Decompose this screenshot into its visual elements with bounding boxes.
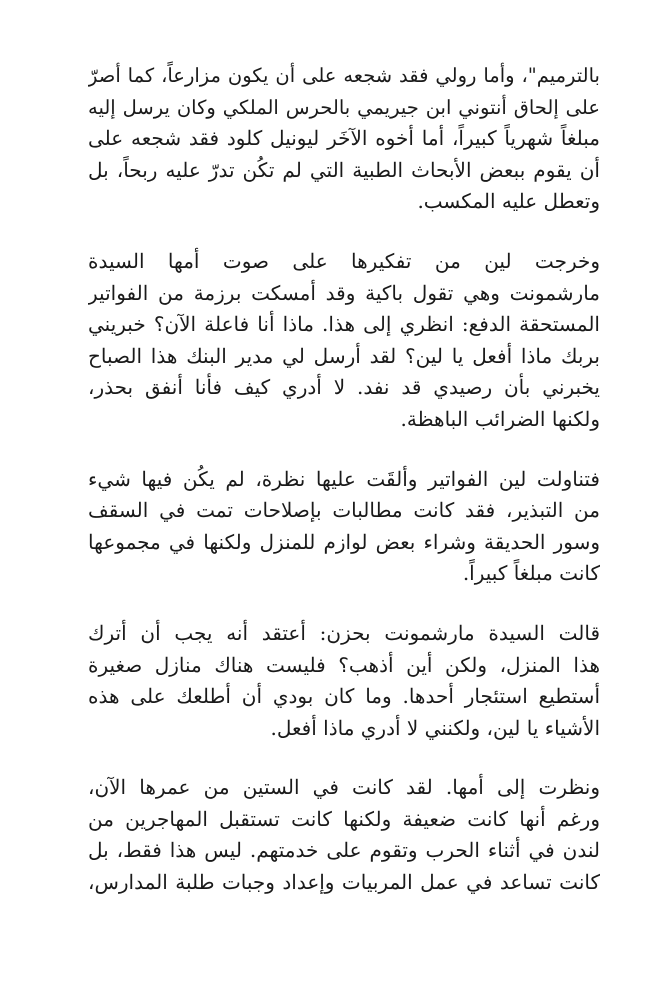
paragraph-1 — [88, 60, 600, 218]
paragraph-3 — [88, 464, 600, 590]
paragraph-2 — [88, 246, 600, 436]
text-line: المستحقة الدفع: انظري إلى هذا. ماذا أنا فاعلة الآن؟ خبريني — [88, 312, 600, 337]
text-line: على إلحاق أنتوني ابن جيريمي بالحرس الملكي وكان يرسل إليه — [88, 95, 600, 119]
text-line: وسور الحديقة وشراء بعض لوازم للمنزل ولكنها في مجموعها — [88, 529, 600, 554]
paragraph-5 — [88, 772, 600, 898]
text-line: وخرجت لين من تفكيرها على صوت أمها السيدة — [88, 248, 600, 273]
text-line: وتعطل عليه المكسب. — [417, 189, 600, 214]
text-line: ورغم أنها كانت ضعيفة ولكنها كانت تستقبل المهاجرين من — [88, 806, 600, 831]
text-line: يخبرني بأن رصيدي قد نفد. لا أدري كيف فأنا أنفق بحذر، — [88, 375, 600, 400]
text-line: بربك ماذا أفعل يا لين؟ لقد أرسل لي مدير البنك هذا الصباح — [88, 343, 600, 368]
text-line: مبلغاً شهرياً كبيراً، أما أخوه الآخَر ليونيل كلود فقد شجعه على — [88, 126, 600, 151]
text-line: بالترميم"، وأما رولي فقد شجعه على أن يكون مزارعاً، كما أصرّ — [88, 64, 600, 87]
text-line: الأشياء يا لين، ولكنني لا أدري ماذا أفعل. — [270, 715, 600, 740]
text-line: ونظرت إلى أمها. لقد كانت في الستين من عمرها الآن، — [88, 775, 600, 800]
text-line: مارشمونت وهي تقول باكية وقد أمسكت برزمة من الفواتير — [88, 280, 600, 305]
text-line: قالت السيدة مارشمونت بحزن: أعتقد أنه يجب أن أترك — [88, 620, 600, 645]
text-line: كانت تساعد في عمل المربيات وإعداد وجبات طلبة المدارس، — [88, 870, 600, 895]
paragraph-4 — [88, 618, 600, 744]
text-line: كانت مبلغاً كبيراً. — [462, 561, 600, 586]
text-line: من التبذير، فقد كانت مطالبات بإصلاحات تمت في السقف — [88, 498, 600, 523]
text-line: هذا المنزل، ولكن أين أذهب؟ فليست هناك منازل صغيرة — [88, 652, 600, 677]
book-page — [88, 60, 600, 927]
text-line: فتناولت لين الفواتير وألقَت عليها نظرة، لم يكُن فيها شيء — [88, 466, 600, 491]
text-line: لندن في أثناء الحرب وتقوم على خدمتهم. ليس هذا فقط، بل — [88, 838, 600, 863]
text-line: أستطيع استئجار أحدها. وما كان بودي أن أطلعك على هذه — [88, 684, 600, 709]
text-line: أن يقوم ببعض الأبحاث الطبية التي لم تكُن تدرّ عليه ربحاً، بل — [88, 157, 600, 182]
text-line: ولكنها الضرائب الباهظة. — [400, 406, 600, 431]
